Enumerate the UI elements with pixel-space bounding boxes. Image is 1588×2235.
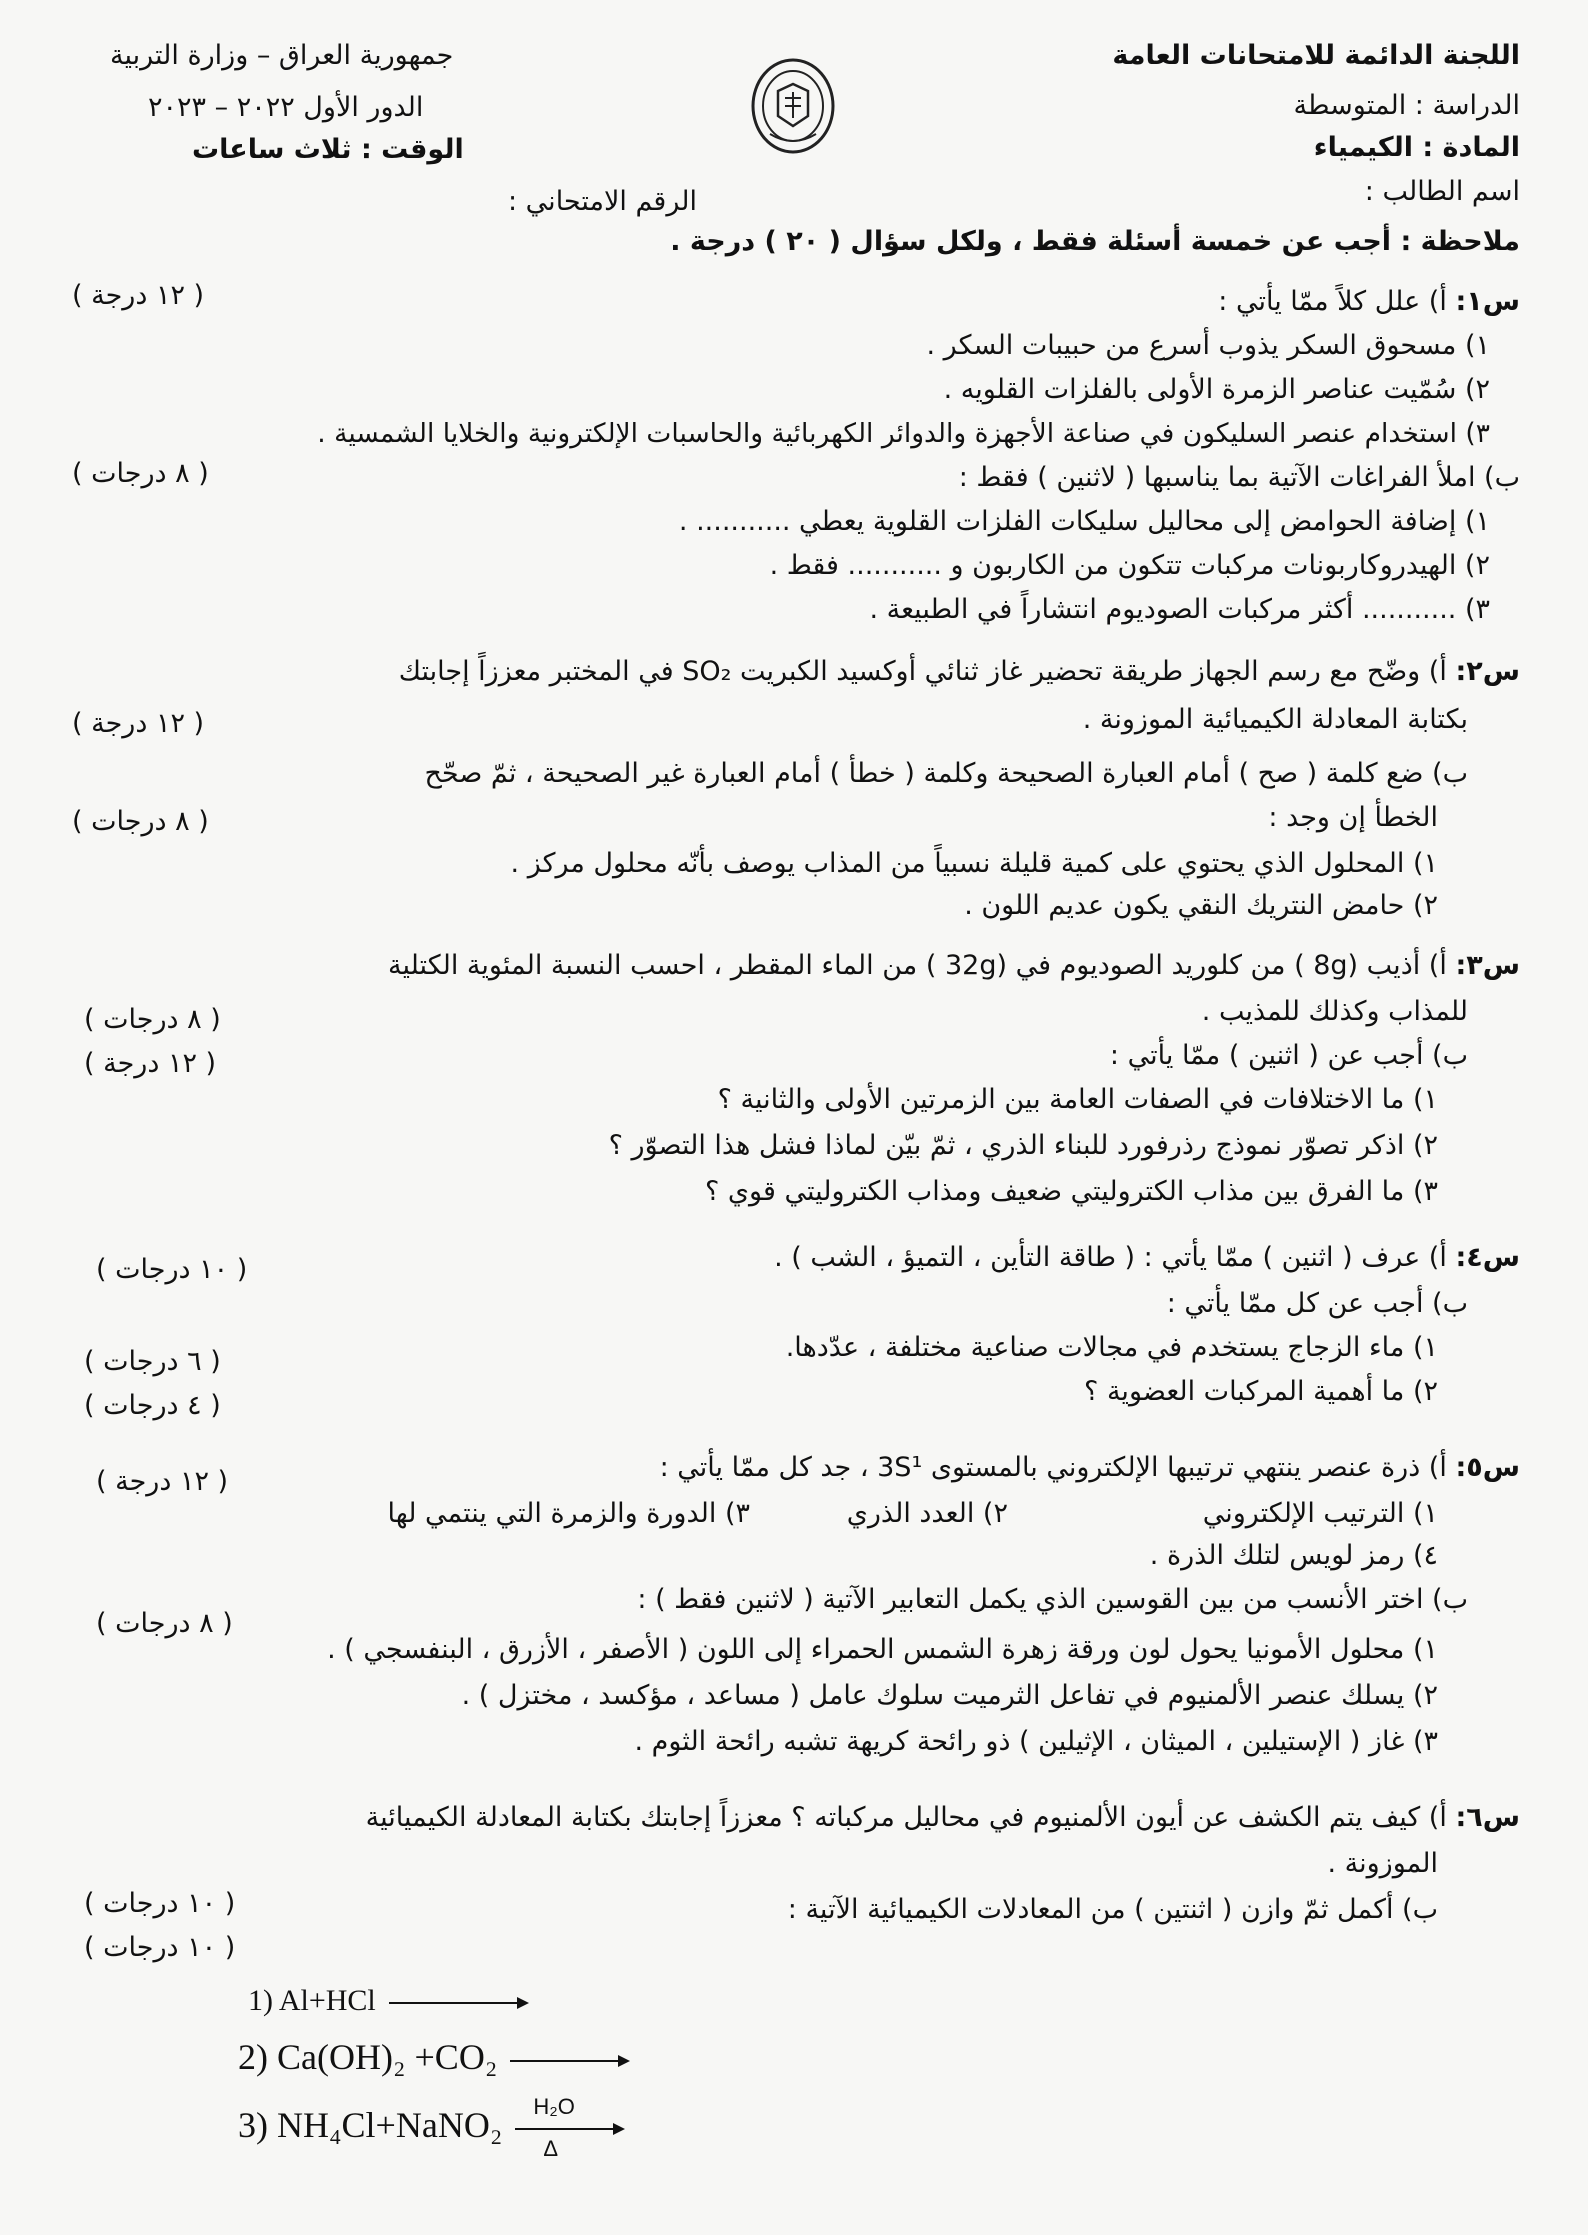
q2-b-item-1: ١) المحلول الذي يحتوي على كمية قليلة نسبياً من المذاب يوصف بأنّه محلول مركز . [510, 848, 1438, 879]
arrow-condition-bottom: Δ [543, 2135, 559, 2161]
q6-label: س٦: [1455, 1802, 1520, 1833]
arrow-condition-top: H₂O [533, 2093, 575, 2119]
q3-label: س٣: [1455, 950, 1520, 981]
q5-label: س٥: [1455, 1452, 1520, 1483]
q4-b-item-1: ١) ماء الزجاج يستخدم في مجالات صناعية مختلفة ، عدّدها. [785, 1332, 1438, 1363]
q1-b-intro: ب) املأ الفراغات الآتية بما يناسبها ( لاثنين ) فقط : [958, 462, 1520, 493]
q6-b-line: ب) أكمل ثمّ وازن ( اثنتين ) من المعادلات الكيميائية الآتية : [787, 1894, 1438, 1925]
exam-round: الدور الأول ٢٠٢٢ – ٢٠٢٣ [148, 92, 424, 123]
reaction-arrow-icon [389, 1996, 529, 2010]
q1-b-item-1: ١) إضافة الحوامض إلى محاليل سليكات الفلزات القلوية يعطي ........... . [678, 506, 1490, 537]
q3-b-intro: ب) أجب عن ( اثنين ) ممّا يأتي : [1109, 1040, 1468, 1071]
q3-b-item-2: ٢) اذكر تصوّر نموذج رذرفورد للبناء الذري ، ثمّ بيّن لماذا فشل هذا التصوّر ؟ [608, 1130, 1438, 1161]
q5-a-item-3: ٣) الدورة والزمرة التي ينتمي لها [387, 1498, 750, 1529]
exam-time: الوقت : ثلاث ساعات [192, 134, 464, 165]
q1-b-item-3: ٣) ........... أكثر مركبات الصوديوم انتشاراً في الطبيعة . [869, 594, 1490, 625]
equation-3 [238, 2093, 625, 2161]
equation-1 [248, 1984, 529, 2018]
q6-a-line2: الموزونة . [1327, 1848, 1438, 1879]
study-level: الدراسة : المتوسطة [1293, 90, 1520, 121]
equation-2 [238, 2036, 630, 2078]
q5-a-marks: ( ١٢ درجة ) [96, 1466, 229, 1497]
q1-a-intro [1218, 286, 1520, 317]
q5-b-item-3: ٣) غاز ( الإستيلين ، الميثان ، الإثيلين ) ذو رائحة كريهة تشبه رائحة الثوم . [634, 1726, 1438, 1757]
equation-3-text: 3) NH₄Cl+NaNO₂ [238, 2105, 503, 2145]
q4-a-marks: ( ١٠ درجات ) [96, 1254, 248, 1285]
q2-a-marks: ( ١٢ درجة ) [72, 708, 205, 739]
exam-number-label: الرقم الامتحاني : [508, 186, 697, 217]
q3-a-text: أ) أذيب (8g ) من كلوريد الصوديوم في (32g ) من الماء المقطر ، احسب النسبة المئوية الكتلية [388, 950, 1447, 981]
q4-b-marks-2: ( ٤ درجات ) [84, 1390, 221, 1421]
q1-a-item-1: ١) مسحوق السكر يذوب أسرع من حبيبات السكر . [926, 330, 1490, 361]
q5-b-marks: ( ٨ درجات ) [96, 1608, 233, 1639]
committee-name: اللجنة الدائمة للامتحانات العامة [1112, 40, 1520, 71]
q4-a-line [774, 1242, 1520, 1273]
q3-a-marks: ( ٨ درجات ) [84, 1004, 221, 1035]
q3-b-marks: ( ١٢ درجة ) [84, 1048, 217, 1079]
q5-b-item-2: ٢) يسلك عنصر الألمنيوم في تفاعل الثرميت سلوك عامل ( مساعد ، مؤكسد ، مختزل ) . [461, 1680, 1438, 1711]
q1-a-item-3: ٣) استخدام عنصر السليكون في صناعة الأجهزة والدوائر الكهربائية والحاسبات الإلكترونية والخلايا الشمسية . [317, 418, 1490, 449]
q2-b-line2: الخطأ إن وجد : [1268, 802, 1438, 833]
q3-b-item-1: ١) ما الاختلافات في الصفات العامة بين الزمرتين الأولى والثانية ؟ [717, 1084, 1438, 1115]
q2-a-text: أ) وضّح مع رسم الجهاز طريقة تحضير غاز ثنائي أوكسيد الكبريت SO₂ في المختبر معززاً إجابتك [398, 656, 1447, 687]
republic-ministry: جمهورية العراق – وزارة التربية [110, 40, 454, 71]
subject: المادة : الكيمياء [1313, 132, 1520, 163]
q6-a-marks: ( ١٠ درجات ) [84, 1888, 236, 1919]
q5-a-text: أ) ذرة عنصر ينتهي ترتيبها الإلكتروني بالمستوى 3S¹ ، جد كل ممّا يأتي : [659, 1452, 1447, 1483]
q6-b-marks: ( ١٠ درجات ) [84, 1932, 236, 1963]
q5-b-item-1: ١) محلول الأمونيا يحول لون ورقة زهرة الشمس الحمراء إلى اللون ( الأصفر ، الأزرق ، البنفسجي ) . [327, 1634, 1438, 1665]
q4-b-marks-1: ( ٦ درجات ) [84, 1346, 221, 1377]
q6-a-text: أ) كيف يتم الكشف عن أيون الألمنيوم في محاليل مركباته ؟ معززاً إجابتك بكتابة المعادلة الكيميائية [365, 1802, 1447, 1833]
student-name-label: اسم الطالب : [1364, 176, 1520, 207]
q1-a-marks: ( ١٢ درجة ) [72, 280, 205, 311]
q1-a-text: أ) علل كلاً ممّا يأتي : [1218, 286, 1447, 317]
q2-b-item-2: ٢) حامض النتريك النقي يكون عديم اللون . [964, 890, 1438, 921]
q5-a-item-2: ٢) العدد الذري [846, 1498, 1008, 1529]
q3-a-line1 [388, 950, 1520, 981]
q2-a-line2: بكتابة المعادلة الكيميائية الموزونة . [1082, 704, 1468, 735]
q6-a-line1 [366, 1802, 1520, 1833]
q1-b-marks: ( ٨ درجات ) [72, 458, 209, 489]
q3-a-line2: للمذاب وكذلك للمذيب . [1201, 996, 1468, 1027]
q5-a-item-4: ٤) رمز لويس لتلك الذرة . [1149, 1540, 1438, 1571]
q4-label: س٤: [1455, 1242, 1520, 1273]
reaction-arrow-icon [510, 2054, 630, 2068]
q1-label: س١: [1455, 286, 1520, 317]
q5-b-intro: ب) اختر الأنسب من بين القوسين الذي يكمل التعابير الآتية ( لاثنين فقط ) : [637, 1584, 1468, 1615]
reaction-arrow-with-conditions-icon [515, 2093, 625, 2161]
q4-b-intro: ب) أجب عن كل ممّا يأتي : [1166, 1288, 1468, 1319]
q2-label: س٢: [1455, 656, 1520, 687]
equation-2-text: 2) Ca(OH)₂ +CO₂ [238, 2037, 498, 2077]
q1-a-item-2: ٢) سُمّيت عناصر الزمرة الأولى بالفلزات القلويه . [943, 374, 1490, 405]
q3-b-item-3: ٣) ما الفرق بين مذاب الكتروليتي ضعيف ومذاب الكتروليتي قوي ؟ [704, 1176, 1438, 1207]
q5-a-line [660, 1452, 1520, 1483]
q2-a-line1 [399, 656, 1520, 687]
q1-b-item-2: ٢) الهيدروكاربونات مركبات تتكون من الكاربون و ........... فقط . [769, 550, 1490, 581]
instructions-note: ملاحظة : أجب عن خمسة أسئلة فقط ، ولكل سؤال ( ٢٠ ) درجة . [670, 226, 1520, 257]
q2-b-line1: ب) ضع كلمة ( صح ) أمام العبارة الصحيحة وكلمة ( خطأ ) أمام العبارة غير الصحيحة ، ثمّ صحّح [424, 758, 1468, 789]
q4-a-text: أ) عرف ( اثنين ) ممّا يأتي : ( طاقة التأين ، التميؤ ، الشب ) . [774, 1242, 1447, 1273]
ministry-seal-icon [748, 56, 838, 156]
q5-a-item-1: ١) الترتيب الإلكتروني [1202, 1498, 1438, 1529]
q4-b-item-2: ٢) ما أهمية المركبات العضوية ؟ [1084, 1376, 1438, 1407]
equation-1-text: 1) Al+HCl [248, 1984, 376, 2017]
q2-b-marks: ( ٨ درجات ) [72, 806, 209, 837]
